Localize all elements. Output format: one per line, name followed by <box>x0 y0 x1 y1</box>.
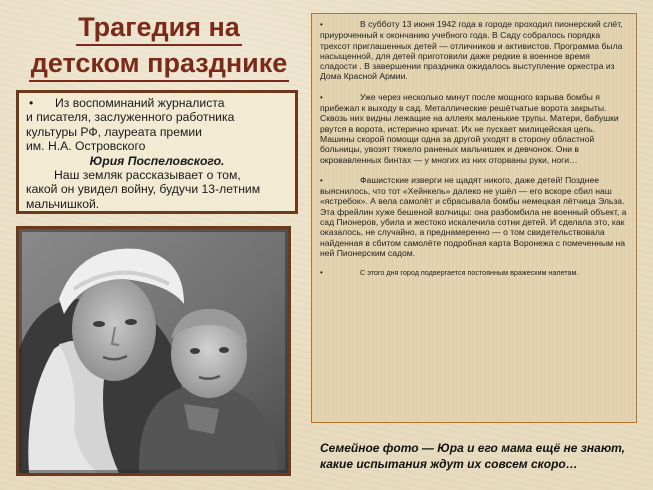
bio-box <box>16 90 298 214</box>
title-line-1: Трагедия на <box>76 10 242 46</box>
family-photo <box>16 226 291 476</box>
bio-author-name: Юрия Поспеловского. <box>89 153 225 168</box>
story-paragraph-3: • Фашистские изверги не щадят никого, даже детей! Позднее выяснилось, что тот «Хейнкель» далеко не ушёл — его вскоре сбил наш «ястребок». А вела самолёт и сбрасывала бомбы немецкая лётчица Эльза. Эта фрейлин хуже бешеной волчицы: она разбомбила не военный объект, а сад Пионеров, убила и жестоко искалечила сотни детей. И сделала это, как оказалось, не случайно, а преднамеренно — о том свидетельствовала найденная в сбитом самолёте подробная карта Воронежа с помеченным на ней Пионерским садом. <box>320 174 627 258</box>
bio-bullet: • <box>29 96 34 110</box>
photo-caption: Семейное фото — Юра и его мама ещё не знают, какие испытания ждут их совсем скоро… <box>320 441 625 471</box>
bio-line-6: какой он увидел войну, будучи 13-летним <box>26 182 261 197</box>
story-paragraph-2: • Уже через несколько минут после мощного взрыва бомбы я прибежал к выходу в сад. Металлические решётчатые ворота закрыты. Сквозь них видны лежащие на аллеях маленькие трупы. Матери, бабушки рвутся в ворота, истерично кричат. Их не пускает милицейская цепь. Машины скорой помощи одна за другой уходят в сторону областной больницы, увозят тяжело раненых мальчишек и девчонок. Они в окровавленных бинтах — у многих из них оторваны руки, ноги… <box>320 91 619 165</box>
story-paragraph-4: • С этого дня город подвергается постоянным вражеским налетам. <box>320 268 579 278</box>
story-paragraph-1: • В субботу 13 июня 1942 года в городе проходил пионерский слёт, приуроченный к окончанию учебного года. В Саду собралось порядка трехсот приглашенных детей — отличников и активистов. Программа была насыщенной, для детей приготовили даже редкие в военное время сладости . В завершении праздника ожидалось выступление оркестра из Дома Красной Армии. <box>320 19 623 82</box>
bio-line-4: им. Н.А. Островского <box>26 139 146 154</box>
slide-title <box>14 10 304 82</box>
family-photo-image <box>19 229 288 473</box>
story-box <box>311 13 637 423</box>
bio-line-5: Наш земляк рассказывает о том, <box>54 168 241 183</box>
bio-line-7: мальчишкой. <box>26 196 100 211</box>
bio-line-2: и писателя, заслуженного работника <box>26 110 235 125</box>
bio-line-3: культуры РФ, лауреата премии <box>26 124 202 139</box>
title-line-2: детском празднике <box>29 46 290 82</box>
bio-line-1: Из воспоминаний журналиста <box>55 96 225 110</box>
